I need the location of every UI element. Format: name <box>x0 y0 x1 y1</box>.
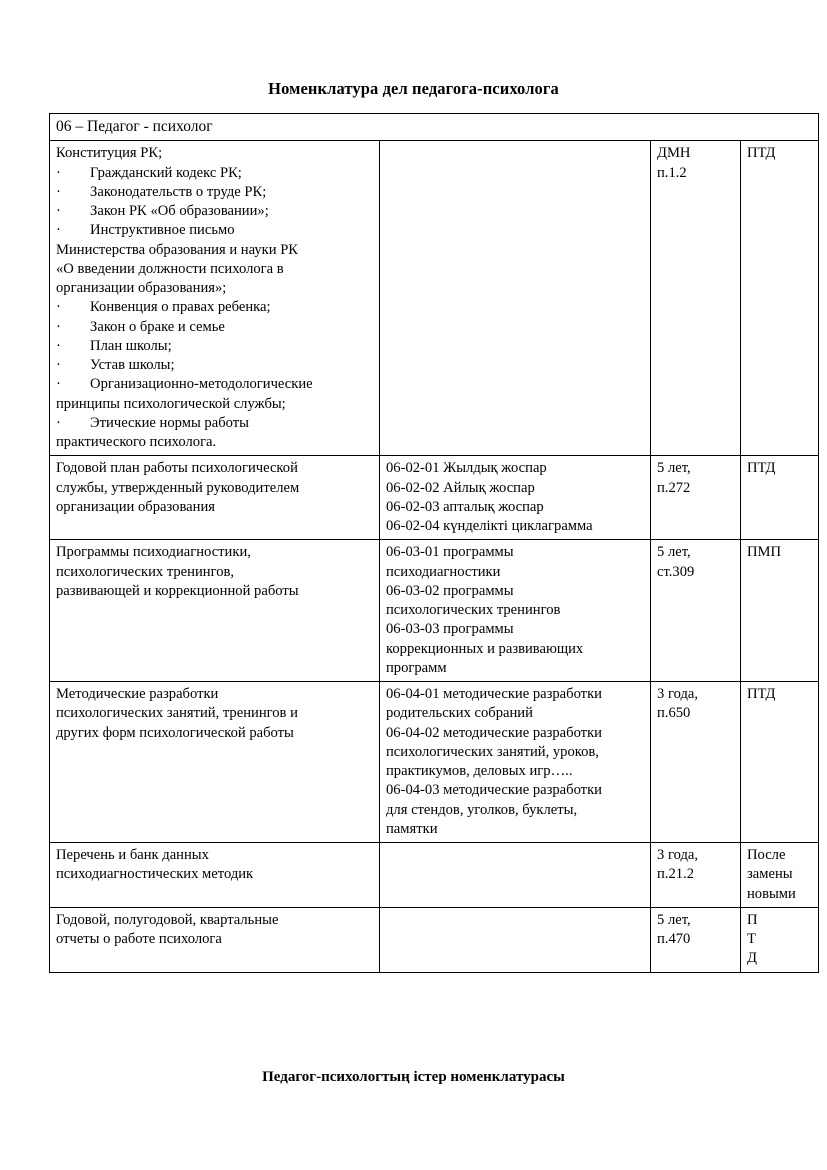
text-line: практикумов, деловых игр….. <box>386 763 573 780</box>
note-lines <box>747 543 813 562</box>
table-row <box>50 141 819 456</box>
text-line: Перечень и банк данных <box>56 847 209 864</box>
text-line: психодиагностики <box>386 563 501 580</box>
text-line: службы, утвержденный руководителем <box>56 479 300 496</box>
text-line: 3 года, <box>657 686 698 703</box>
index-lines <box>56 685 374 743</box>
text-line: 06-03-02 программы <box>386 582 514 599</box>
text-line: психодиагностических методик <box>56 866 254 883</box>
text-line: принципы психологической службы; <box>56 395 286 412</box>
text-line: п.470 <box>657 931 691 948</box>
term-lines <box>657 685 735 724</box>
bullet-list-item: · Устав школы; <box>56 357 175 374</box>
detail-lines <box>386 685 645 839</box>
page-footer: Педагог-психологтың істер номенклатурасы <box>262 1069 565 1085</box>
term-lines <box>657 144 735 183</box>
cell-note <box>741 540 819 682</box>
text-line: психологических тренингов, <box>56 563 235 580</box>
text-line: новыми <box>747 885 796 902</box>
cell-index <box>50 456 380 540</box>
note-lines <box>747 685 813 704</box>
table-row <box>50 540 819 682</box>
detail-lines <box>386 459 645 536</box>
text-line: отчеты о работе психолога <box>56 931 222 948</box>
text-line: психологических занятий, тренингов и <box>56 705 298 722</box>
cell-note <box>741 456 819 540</box>
cell-detail <box>380 540 651 682</box>
text-line: П <box>747 911 758 928</box>
detail-lines <box>386 543 645 678</box>
table-row <box>50 843 819 908</box>
bullet-list-item: · Организационно-методологические <box>56 376 313 393</box>
term-lines <box>657 911 735 950</box>
cell-detail <box>380 456 651 540</box>
text-line: 5 лет, <box>657 460 691 477</box>
text-line: Программы психодиагностики, <box>56 544 251 561</box>
text-line: 5 лет, <box>657 544 691 561</box>
text-line: п.21.2 <box>657 866 694 883</box>
bullet-list-item: · План школы; <box>56 337 172 354</box>
bullet-list-item: · Инструктивное письмо <box>56 222 235 239</box>
note-lines <box>747 911 813 969</box>
text-line: психологических тренингов <box>386 602 561 619</box>
bullet-list-item: · Закон РК «Об образовании»; <box>56 203 269 220</box>
index-lines <box>56 846 374 885</box>
text-line: ПТД <box>747 686 776 703</box>
text-line: 06-03-01 программы <box>386 544 514 561</box>
text-line: организации образования <box>56 498 215 515</box>
text-line: После <box>747 847 786 864</box>
text-line: п.272 <box>657 479 691 496</box>
text-line: других форм психологической работы <box>56 724 294 741</box>
text-line: коррекционных и развивающих <box>386 640 584 657</box>
bullet-list-item: · Конвенция о правах ребенка; <box>56 299 271 316</box>
cell-term <box>651 907 741 972</box>
text-line: 06-04-03 методические разработки <box>386 782 602 799</box>
text-line: 06-02-04 күнделікті циклаграмма <box>386 518 593 535</box>
cell-detail <box>380 141 651 456</box>
index-lines <box>56 144 374 452</box>
cell-note <box>741 843 819 908</box>
text-line: практического психолога. <box>56 434 217 451</box>
cell-detail <box>380 907 651 972</box>
text-line: 06-02-03 апталық жоспар <box>386 498 544 515</box>
text-line: Методические разработки <box>56 686 219 703</box>
text-line: Д <box>747 950 757 967</box>
table-row <box>50 907 819 972</box>
term-lines <box>657 846 735 885</box>
table-header-title: 06 – Педагог - психолог <box>50 114 819 141</box>
text-line: психологических занятий, уроков, <box>386 743 599 760</box>
text-line: организации образования»; <box>56 280 227 297</box>
bullet-list-item: · Законодательств о труде РК; <box>56 183 267 200</box>
nomenclature-table <box>49 113 819 973</box>
cell-term <box>651 540 741 682</box>
text-line: 3 года, <box>657 847 698 864</box>
note-lines <box>747 144 813 163</box>
text-line: 06-04-01 методические разработки <box>386 686 602 703</box>
cell-term <box>651 682 741 843</box>
text-line: Годовой, полугодовой, квартальные <box>56 911 279 928</box>
cell-index <box>50 907 380 972</box>
text-line: 06-02-01 Жылдық жоспар <box>386 460 547 477</box>
cell-term <box>651 456 741 540</box>
page-title: Номенклатура дел педагога-психолога <box>268 79 559 98</box>
text-line: для стендов, уголков, буклеты, <box>386 801 578 818</box>
term-lines <box>657 543 735 582</box>
text-line: 06-04-02 методические разработки <box>386 724 602 741</box>
text-line: 06-03-03 программы <box>386 621 514 638</box>
table-row <box>50 456 819 540</box>
table-header-row <box>50 114 819 141</box>
text-line: Годовой план работы психологической <box>56 460 298 477</box>
cell-note <box>741 907 819 972</box>
index-lines <box>56 911 374 950</box>
bullet-list-item: · Гражданский кодекс РК; <box>56 164 242 181</box>
text-line: замены <box>747 866 793 883</box>
text-line: ст.309 <box>657 563 695 580</box>
text-line: Министерства образования и науки РК <box>56 241 299 258</box>
text-line: развивающей и коррекционной работы <box>56 582 299 599</box>
text-line: ДМН <box>657 145 691 162</box>
cell-note <box>741 141 819 456</box>
cell-index <box>50 682 380 843</box>
text-line: программ <box>386 659 447 676</box>
text-line: ПТД <box>747 460 776 477</box>
text-line: 5 лет, <box>657 911 691 928</box>
table-body <box>50 114 819 973</box>
text-line: Конституция РК; <box>56 145 163 162</box>
term-lines <box>657 459 735 498</box>
text-line: ПТД <box>747 145 776 162</box>
cell-detail <box>380 843 651 908</box>
note-lines <box>747 459 813 478</box>
text-line: ПМП <box>747 544 782 561</box>
text-line: родительских собраний <box>386 705 533 722</box>
cell-term <box>651 141 741 456</box>
text-line: 06-02-02 Айлық жоспар <box>386 479 535 496</box>
table-row <box>50 682 819 843</box>
bullet-list-item: · Закон о браке и семье <box>56 318 225 335</box>
bullet-list-item: · Этические нормы работы <box>56 414 249 431</box>
text-line: п.650 <box>657 705 691 722</box>
cell-term <box>651 843 741 908</box>
text-line: Т <box>747 931 756 948</box>
text-line: п.1.2 <box>657 164 687 181</box>
index-lines <box>56 543 374 601</box>
text-line: памятки <box>386 820 438 837</box>
cell-index <box>50 540 380 682</box>
note-lines <box>747 846 813 904</box>
text-line: «О введении должности психолога в <box>56 260 284 277</box>
cell-detail <box>380 682 651 843</box>
cell-note <box>741 682 819 843</box>
index-lines <box>56 459 374 517</box>
cell-index <box>50 141 380 456</box>
cell-index <box>50 843 380 908</box>
